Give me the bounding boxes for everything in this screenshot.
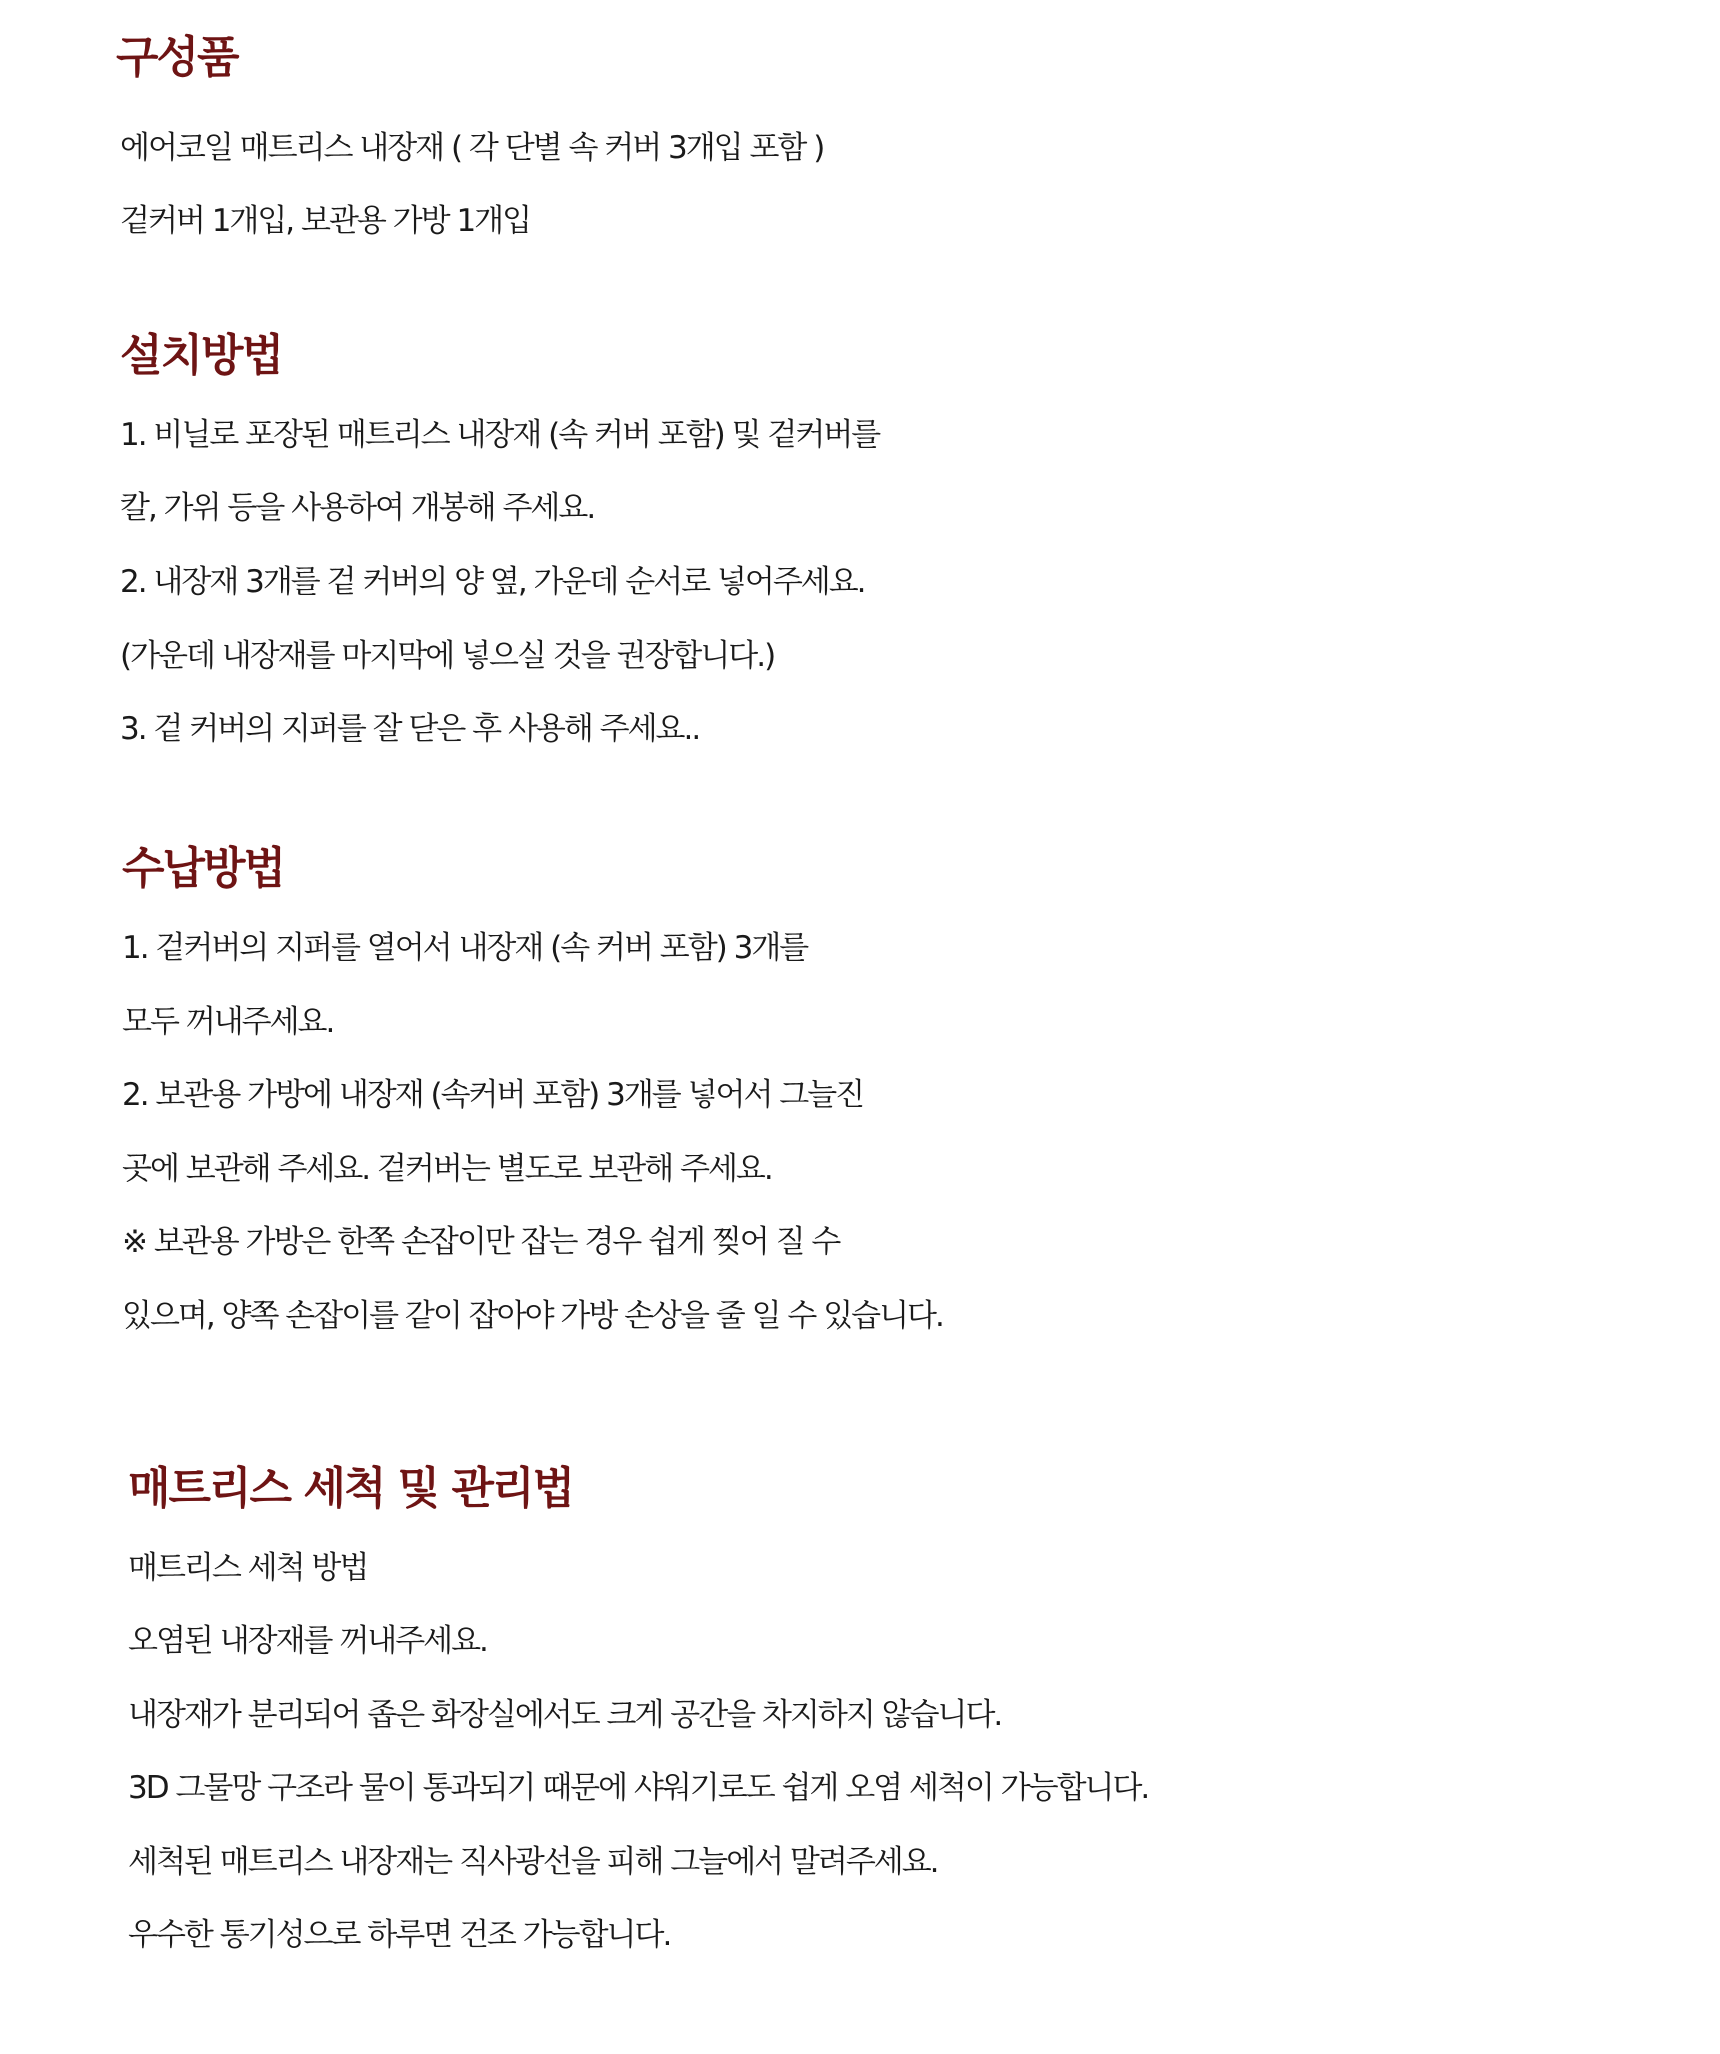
- text-line: 1. 비닐로 포장된 매트리스 내장재 (속 커버 포함) 및 겉커버를: [120, 417, 880, 453]
- text-line: 매트리스 세척 방법: [128, 1550, 368, 1586]
- text-line: 세척된 매트리스 내장재는 직사광선을 피해 그늘에서 말려주세요.: [128, 1844, 938, 1880]
- text-line: 1. 겉커버의 지퍼를 열어서 내장재 (속 커버 포함) 3개를: [122, 930, 808, 966]
- text-line: 3. 겉 커버의 지퍼를 잘 닫은 후 사용해 주세요..: [120, 711, 700, 747]
- text-line: 칼, 가위 등을 사용하여 개봉해 주세요.: [120, 490, 595, 526]
- text-line: 우수한 통기성으로 하루면 건조 가능합니다.: [128, 1917, 671, 1953]
- text-line: 2. 보관용 가방에 내장재 (속커버 포함) 3개를 넣어서 그늘진: [122, 1077, 864, 1113]
- text-line: 겉커버 1개입, 보관용 가방 1개입: [120, 203, 531, 239]
- text-line: 내장재가 분리되어 좁은 화장실에서도 크게 공간을 차지하지 않습니다.: [128, 1697, 1002, 1733]
- section-heading: 매트리스 세척 및 관리법: [128, 1463, 573, 1514]
- section-heading: 구성품: [116, 32, 238, 83]
- text-line: (가운데 내장재를 마지막에 넣으실 것을 권장합니다.): [120, 638, 775, 674]
- section-heading: 수납방법: [122, 843, 285, 894]
- text-line: 2. 내장재 3개를 겉 커버의 양 옆, 가운데 순서로 넣어주세요.: [120, 564, 865, 600]
- text-line: 오염된 내장재를 꺼내주세요.: [128, 1623, 487, 1659]
- text-line: 곳에 보관해 주세요. 겉커버는 별도로 보관해 주세요.: [122, 1151, 772, 1187]
- text-line: ※ 보관용 가방은 한쪽 손잡이만 잡는 경우 쉽게 찢어 질 수: [122, 1224, 840, 1260]
- text-line: 에어코일 매트리스 내장재 ( 각 단별 속 커버 3개입 포함 ): [120, 130, 824, 166]
- text-line: 모두 꺼내주세요.: [122, 1004, 334, 1040]
- text-line: 있으며, 양쪽 손잡이를 같이 잡아야 가방 손상을 줄 일 수 있습니다.: [122, 1298, 943, 1334]
- section-heading: 설치방법: [120, 330, 283, 381]
- text-line: 3D 그물망 구조라 물이 통과되기 때문에 샤워기로도 쉽게 오염 세척이 가능합니다.: [128, 1770, 1149, 1806]
